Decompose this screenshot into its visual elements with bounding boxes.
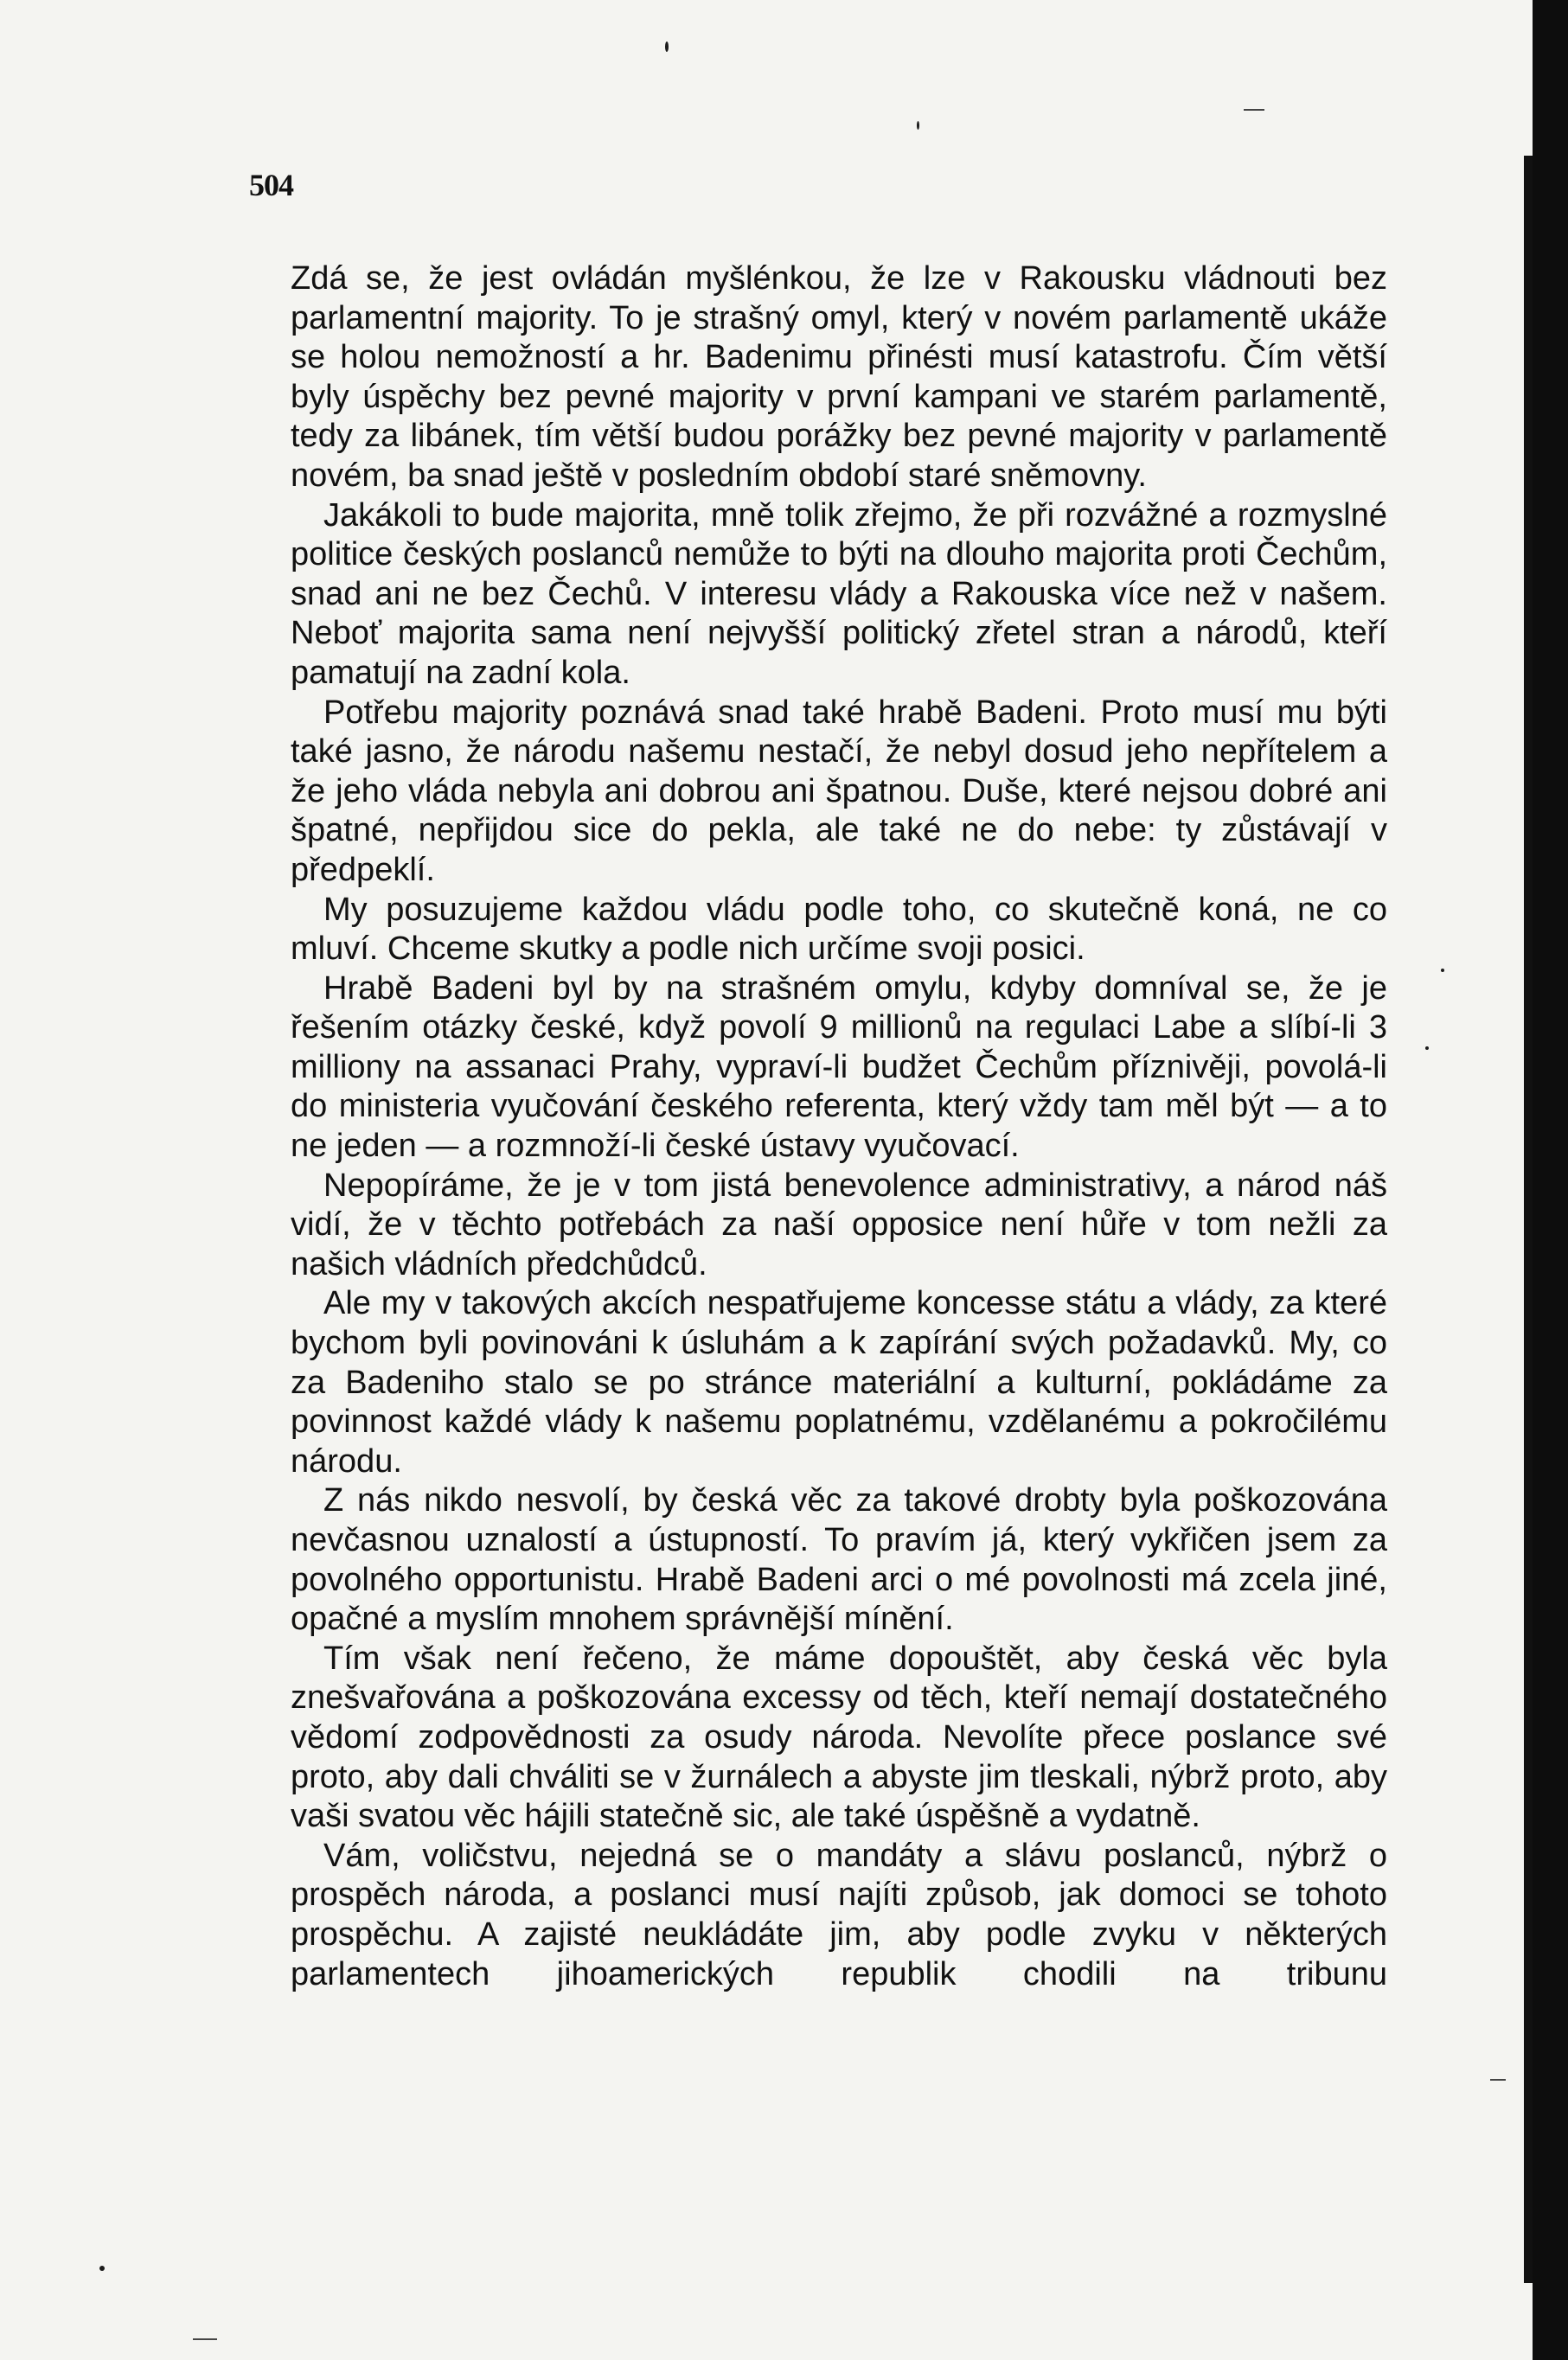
scan-edge-strip <box>1533 0 1568 2360</box>
paragraph-8: Z nás nikdo nesvolí, by česká věc za takové drobty byla poškozována nevčasnou uznalostí a ústupností. To pravím já, který vykřičen jsem za povolného opportunistu. Hrabě Badeni arci o mé povolnosti má zcela jiné, opačné a myslím mnohem správnější mínění. <box>291 1482 1387 1638</box>
paragraph-10: Vám, voličstvu, nejedná se o mandáty a slávu poslanců, nýbrž o prospěch národa, a poslanci musí najíti způsob, jak domoci se tohoto prospěchu. A zajisté neukládáte jim, aby podle zvyku v některých parlamentech jihoamerických republik chodili na tribunu <box>291 1837 1387 1992</box>
paragraph-5: Hrabě Badeni byl by na strašném omylu, kdyby domníval se, že je řešením otázky české, když povolí 9 millionů na regulaci Labe a slíbí-li 3 milliony na assanaci Prahy, vypraví-li budžet Čechům příznivěji, povolá-li do ministeria vyučování českého referenta, který vždy tam měl být — a to ne jeden — a rozmnoží-li české ústavy vyučovací. <box>291 969 1387 1165</box>
paragraph-6: Nepopíráme, že je v tom jistá benevolence administrativy, a národ náš vidí, že v těchto potřebách za naší opposice není hůře v tom nežli za našich vládních předchůdců. <box>291 1167 1387 1282</box>
scan-speck <box>917 121 919 130</box>
scan-mark <box>1244 109 1264 111</box>
scan-speck <box>1425 1046 1429 1050</box>
scan-mark <box>193 2338 217 2340</box>
binding-shadow-line <box>1524 156 1533 2283</box>
scan-speck <box>99 2266 105 2271</box>
page-number: 504 <box>249 168 293 202</box>
scan-speck <box>1441 969 1444 972</box>
paragraph-3: Potřebu majority poznává snad také hrabě Badeni. Proto musí mu býti také jasno, že národu našemu nestačí, že nebyl dosud jeho nepřítelem a že jeho vláda nebyla ani dobrou ani špatnou. Duše, které nejsou dobré ani špatné, nepřijdou sice do pekla, ale také ne do nebe: ty zůstávají v předpeklí. <box>291 694 1387 888</box>
paragraph-1: Zdá se, že jest ovládán myšlénkou, že lze v Rakousku vládnouti bez parlamentní majority. To je strašný omyl, který v novém parlamentě ukáže se holou nemožností a hr. Badenimu přinésti musí katastrofu. Čím větší byly úspěchy bez pevné majority v první kampani ve starém parlamentě, tedy za libánek, tím větší budou porážky bez pevné majority v parlamentě novém, ba snad ještě v posledním období staré sněmovny. <box>291 260 1387 494</box>
paragraph-7: Ale my v takových akcích nespatřujeme koncesse státu a vlády, za které bychom byli povinováni k úsluhám a k zapírání svých požadavků. My, co za Badeniho stalo se po stránce materiální a kulturní, pokládáme za povinnost každé vlády k našemu poplatnému, vzdělanému a pokročilému národu. <box>291 1285 1387 1480</box>
paragraph-9: Tím však není řečeno, že máme dopouštět, aby česká věc byla znešvařována a poškozována excessy od těch, kteří nemají dostatečného vědomí zodpovědnosti za osudy národa. Nevolíte přece poslance své proto, aby dali chváliti se v žurnálech a abyste jim tleskali, nýbrž proto, aby vaši svatou věc hájili statečně sic, ale také úspěšně a vydatně. <box>291 1640 1387 1835</box>
paragraph-2: Jakákoli to bude majorita, mně tolik zřejmo, že při rozvážné a rozmyslné politice českých poslanců nemůže to býti na dlouho majorita proti Čechům, snad ani ne bez Čechů. V interesu vlády a Rakouska více než v našem. Neboť majorita sama není nejvyšší politický zřetel stran a národů, kteří pamatují na zadní kola. <box>291 496 1387 691</box>
scan-speck <box>665 42 669 52</box>
body-text <box>291 259 1387 1994</box>
paragraph-4: My posuzujeme každou vládu podle toho, co skutečně koná, ne co mluví. Chceme skutky a podle nich určíme svoji posici. <box>291 891 1387 968</box>
scan-mark <box>1490 2079 1506 2081</box>
